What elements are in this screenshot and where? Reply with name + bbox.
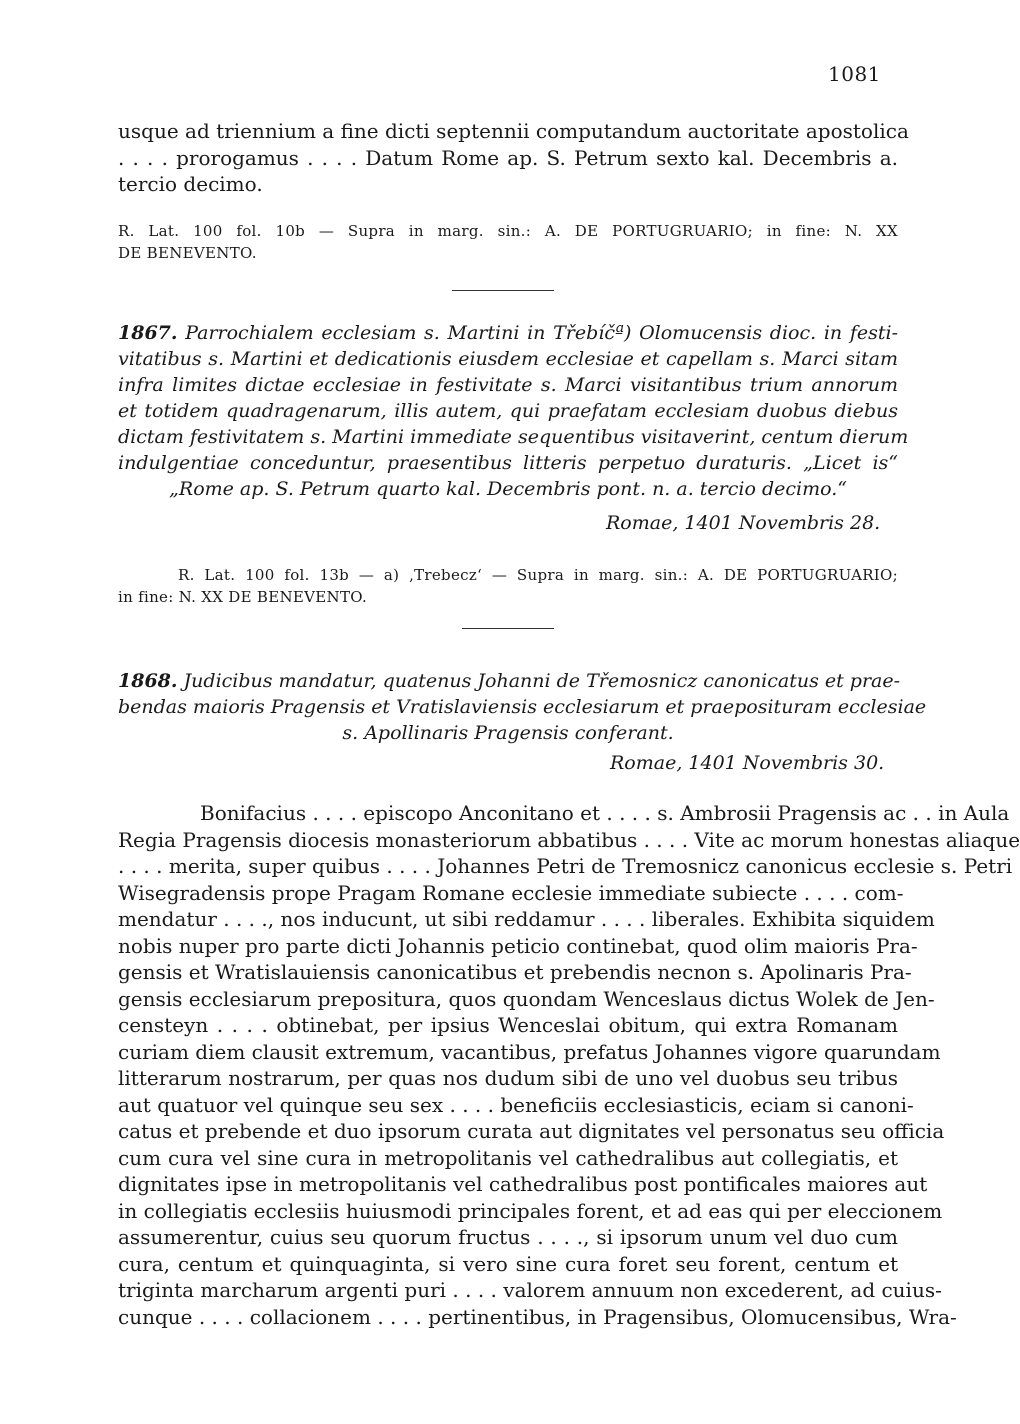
source-line: R. Lat. 100 fol. 13b — a) ‚Trebecz‘ — Supra in marg. sin.: A. DE PORTUGRUARIO; xyxy=(178,566,898,584)
body-line: mendatur . . . ., nos inducunt, ut sibi reddamur . . . . liberales. Exhibita siquidem xyxy=(118,907,935,931)
regest-line xyxy=(118,668,901,694)
text-line: tercio decimo. xyxy=(118,172,263,196)
source-line: R. Lat. 100 fol. 10b — Supra in marg. sin.: A. DE PORTUGRUARIO; in fine: N. XX xyxy=(118,222,898,240)
regest-line: infra limites dictae ecclesiae in festivitate s. Marci visitantibus trium annorum xyxy=(118,374,898,396)
entry-1867-date: Romae, 1401 Novembris 28. xyxy=(606,512,881,534)
entry-number: 1868. xyxy=(118,670,178,692)
body-line: in collegiatis ecclesiis huiusmodi principales forent, et ad eas qui per eleccionem xyxy=(118,1198,943,1223)
body-line: Bonifacius . . . . episcopo Anconitano et . . . . s. Ambrosii Pragensis ac . . in Aula xyxy=(200,801,1010,825)
entry-1868-body xyxy=(118,800,1020,1330)
regest-line: bendas maioris Pragensis et Vratislaviensis ecclesiarum et praeposituram ecclesiae xyxy=(118,696,927,718)
regest-line: vitatibus s. Martini et dedicationis eiusdem ecclesiae et capellam s. Marci sitam xyxy=(118,348,898,370)
regest-line: s. Apollinaris Pragensis conferant. xyxy=(342,722,674,744)
regest-line: et totidem quadragenarum, illis autem, qui praefatam ecclesiam duobus diebus xyxy=(118,400,898,422)
body-line: litterarum nostrarum, per quas nos dudum sibi de uno vel duobus seu tribus xyxy=(118,1066,898,1090)
body-line: dignitates ipse in metropolitanis vel cathedralibus post pontificales maiores aut xyxy=(118,1172,928,1196)
body-line: curiam diem clausit extremum, vacantibus, prefatus Johannes vigore quarundam xyxy=(118,1039,941,1064)
body-line: assumerentur, cuius seu quorum fructus . . . ., si ipsorum unum vel duo cum xyxy=(118,1225,898,1249)
entry-1868-date: Romae, 1401 Novembris 30. xyxy=(610,752,885,774)
body-line: gensis et Wratislauiensis canonicatibus et prebendis necnon s. Apolinaris Pra- xyxy=(118,960,912,984)
entry-1867-source xyxy=(118,564,898,608)
page-number: 1081 xyxy=(828,62,881,86)
regest-line: indulgentiae conceduntur, praesentibus litteris perpetuo duraturis. „Licet is“ xyxy=(118,452,898,474)
body-line: . . . . merita, super quibus . . . . Johannes Petri de Tremosnicz canonicus ecclesie s. Petri xyxy=(118,854,1013,878)
entry-1868-regest xyxy=(118,668,927,746)
body-line: catus et prebende et duo ipsorum curata aut dignitates vel personatus seu officia xyxy=(118,1119,945,1143)
source-line: in fine: N. XX DE BENEVENTO. xyxy=(118,588,368,606)
entry-number: 1867. xyxy=(118,322,178,344)
body-line: cunque . . . . collacionem . . . . pertinentibus, in Pragensibus, Olomucensibus, Wra- xyxy=(118,1304,957,1329)
text-line: . . . . prorogamus . . . . Datum Rome ap. S. Petrum sexto kal. Decembris a. xyxy=(118,145,898,170)
body-line: nobis nuper pro parte dicti Johannis peticio continebat, quod olim maioris Pra- xyxy=(118,933,918,958)
body-line: censteyn . . . . obtinebat, per ipsius Wenceslai obitum, qui extra Romanam xyxy=(118,1013,898,1037)
body-line: aut quatuor vel quinque seu sex . . . . beneficiis ecclesiasticis, eciam si canoni- xyxy=(118,1092,914,1117)
source-line: DE BENEVENTO. xyxy=(118,244,257,262)
top-source-note xyxy=(118,220,898,264)
body-line: Regia Pragensis diocesis monasteriorum abbatibus . . . . Vite ac morum honestas aliaque xyxy=(118,827,1020,852)
regest-line: „Rome ap. S. Petrum quarto kal. Decembris pont. n. a. tercio decimo.“ xyxy=(169,478,847,500)
body-line: triginta marcharum argenti puri . . . . valorem annuum non excederent, ad cuius- xyxy=(118,1278,942,1302)
regest-line-text: Parrochialem ecclesiam s. Martini in Třebíčª) Olomucensis dioc. in festi- xyxy=(185,322,898,344)
text-line: usque ad triennium a fine dicti septennii computandum auctoritate apostolica xyxy=(118,119,909,143)
body-line: cum cura vel sine cura in metropolitanis vel cathedralibus aut collegiatis, et xyxy=(118,1145,898,1170)
separator-rule xyxy=(462,628,554,629)
entry-1867-regest xyxy=(118,320,909,502)
body-line: Wisegradensis prope Pragam Romane ecclesie immediate subiecte . . . . com- xyxy=(118,880,904,905)
regest-line: dictam festivitatem s. Martini immediate sequentibus visitaverint, centum dierum xyxy=(118,426,909,448)
body-line: cura, centum et quinquaginta, si vero sine cura foret seu forent, centum et xyxy=(118,1251,898,1276)
separator-rule xyxy=(452,290,554,291)
top-paragraph xyxy=(118,118,909,198)
regest-line xyxy=(118,320,898,346)
regest-line-text: Judicibus mandatur, quatenus Johanni de Třemosnicz canonicatus et prae- xyxy=(183,670,901,692)
body-line: gensis ecclesiarum prepositura, quos quondam Wenceslaus dictus Wolek de Jen- xyxy=(118,986,935,1011)
